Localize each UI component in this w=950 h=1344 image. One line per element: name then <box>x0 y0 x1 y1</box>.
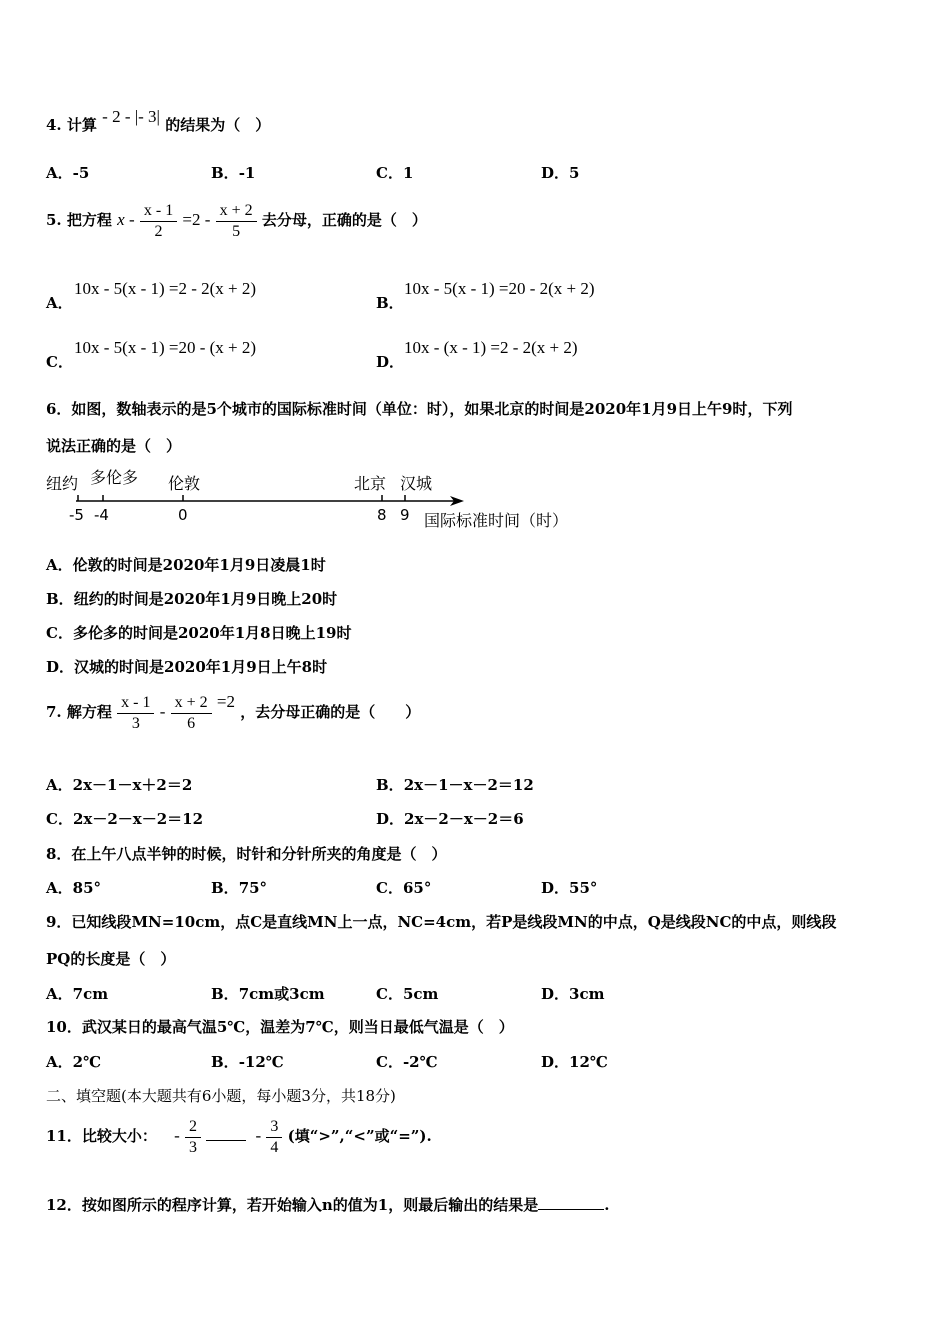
q5-option-b[interactable]: B．10x - 5(x - 1) =20 - 2(x + 2) <box>376 279 595 312</box>
q6-number-line-figure <box>40 464 600 536</box>
q8-stem: 8．在上午八点半钟的时候，时针和分针所夹的角度是（ ） <box>46 845 447 863</box>
q4-prefix: 计算 <box>66 116 97 134</box>
q11-minus-1: - <box>174 1126 180 1145</box>
q5-suffix: 去分母，正确的是（ ） <box>261 211 427 229</box>
q4-option-b[interactable]: B．-1 <box>211 164 256 182</box>
q9-line-1: 9．已知线段MN=10cm，点C是直线MN上一点，NC=4cm，若P是线段MN的中点，Q是线段NC的中点，则线段 <box>46 913 837 931</box>
q10-option-b[interactable]: B．-12℃ <box>211 1053 284 1071</box>
q7-option-c[interactable]: C．2x－2－x－2＝12 <box>46 810 204 828</box>
q12 <box>46 1194 609 1215</box>
q5-prefix: 把方程 <box>66 211 112 229</box>
q9-option-b[interactable]: B．7cm或3cm <box>211 985 325 1003</box>
q12-period: . <box>604 1196 610 1214</box>
q5-number: 5. <box>46 211 62 229</box>
tick-label: 0 <box>178 506 188 524</box>
q11-answer-blank[interactable] <box>206 1126 246 1141</box>
q11-fraction-1: $\frac{2}{3}$ <box>185 1117 201 1158</box>
q5 <box>46 196 427 244</box>
q6-option-a[interactable]: A．伦敦的时间是2020年1月9日凌晨1时 <box>46 556 326 574</box>
city-label-toronto: 多伦多 <box>90 468 139 487</box>
q5-option-a[interactable]: A．10x - 5(x - 1) =2 - 2(x + 2) <box>46 279 257 312</box>
q6-option-c[interactable]: C．多伦多的时间是2020年1月8日晚上19时 <box>46 624 352 642</box>
q4-suffix: 的结果为（ ） <box>165 116 271 134</box>
q10-option-d[interactable]: D．12℃ <box>541 1053 608 1071</box>
q4-number: 4. <box>46 116 62 134</box>
q4-option-a[interactable]: A．-5 <box>46 164 90 182</box>
q9-line-2: PQ的长度是（ ） <box>46 950 176 968</box>
q10-option-c[interactable]: C．-2℃ <box>376 1053 438 1071</box>
q9-option-d[interactable]: D．3cm <box>541 985 605 1003</box>
q10-stem: 10．武汉某日的最高气温5℃，温差为7℃，则当日最低气温是（ ） <box>46 1018 514 1036</box>
q7-suffix: ，去分母正确的是（ ） <box>240 703 421 721</box>
q7-minus: - <box>159 702 166 721</box>
q9-option-a[interactable]: A．7cm <box>46 985 109 1003</box>
q5-option-c[interactable]: C．10x - 5(x - 1) =20 - (x + 2) <box>46 338 257 371</box>
q7-option-d[interactable]: D．2x－2－x－2＝6 <box>376 810 524 828</box>
city-label-seoul: 汉城 <box>400 474 433 493</box>
q5-lhs: x - <box>117 210 135 229</box>
q8-option-b[interactable]: B．75° <box>211 879 268 897</box>
q6-line-2: 说法正确的是（ ） <box>46 437 182 455</box>
q9-option-c[interactable]: C．5cm <box>376 985 439 1003</box>
tick-label: -4 <box>94 506 109 524</box>
q7-fraction-1: $\frac{x - 1}{3}$ <box>117 693 154 734</box>
q7-rhs: =2 <box>216 692 235 711</box>
q5-fraction-2: $\frac{x + 2}{5}$ <box>216 201 257 242</box>
q11-fraction-2: $\frac{3}{4}$ <box>266 1117 282 1158</box>
q6-line-1: 6．如图，数轴表示的是5个城市的国际标准时间（单位：时），如果北京的时间是2020年1月9日上午9时，下列 <box>46 400 793 418</box>
q7-number: 7. <box>46 703 62 721</box>
q7 <box>46 688 420 736</box>
q4-option-d[interactable]: D．5 <box>541 164 580 182</box>
q6-option-d[interactable]: D．汉城的时间是2020年1月9日上午8时 <box>46 658 328 676</box>
city-label-london: 伦敦 <box>168 474 201 493</box>
q12-answer-blank[interactable] <box>538 1195 604 1210</box>
q10-option-a[interactable]: A．2℃ <box>46 1053 102 1071</box>
q5-fraction-1: $\frac{x - 1}{2}$ <box>140 201 177 242</box>
tick-label: 8 <box>377 506 387 524</box>
city-label-newyork: 纽约 <box>46 474 79 493</box>
q4-expression: - 2 - |- 3| <box>102 107 160 126</box>
q7-option-a[interactable]: A．2x－1－x＋2＝2 <box>46 776 193 794</box>
q8-option-a[interactable]: A．85° <box>46 879 102 897</box>
q11-prefix: 11．比较大小： <box>46 1127 157 1145</box>
q7-fraction-2: $\frac{x + 2}{6}$ <box>171 693 212 734</box>
tick-label: -5 <box>69 506 84 524</box>
q8-option-c[interactable]: C．65° <box>376 879 432 897</box>
q4 <box>46 108 270 142</box>
q6-option-b[interactable]: B．纽约的时间是2020年1月9日晚上20时 <box>46 590 338 608</box>
q5-option-d[interactable]: D．10x - (x - 1) =2 - 2(x + 2) <box>376 338 578 371</box>
q11-suffix: (填“>”,“<”或“=”). <box>287 1127 432 1145</box>
axis-title: 国际标准时间（时） <box>424 511 569 530</box>
q7-prefix: 解方程 <box>66 703 112 721</box>
q4-option-c[interactable]: C．1 <box>376 164 414 182</box>
section-2-title: 二、填空题(本大题共有6小题，每小题3分，共18分) <box>46 1087 396 1105</box>
q5-mid: =2 - <box>182 210 211 229</box>
tick-label: 9 <box>400 506 410 524</box>
q8-option-d[interactable]: D．55° <box>541 879 598 897</box>
q11-minus-2: - <box>255 1126 262 1145</box>
q12-stem: 12．按如图所示的程序计算，若开始输入n的值为1，则最后输出的结果是 <box>46 1196 539 1214</box>
q7-option-b[interactable]: B．2x－1－x－2＝12 <box>376 776 534 794</box>
city-label-beijing: 北京 <box>354 474 387 493</box>
q11 <box>46 1112 432 1160</box>
